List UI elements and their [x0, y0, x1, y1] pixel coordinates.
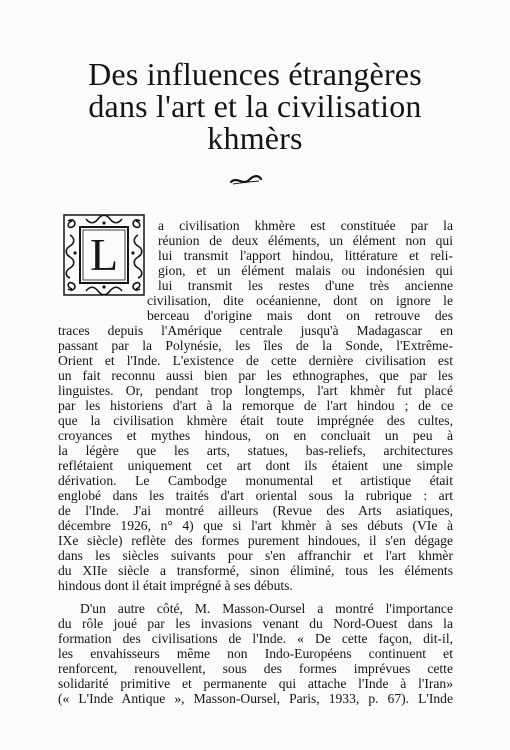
body-line: civilisation, dite océanienne, dont on ignore le	[147, 293, 453, 308]
body-line: du rôle joué par les invasions venant du Nord-Ouest dans la	[58, 616, 453, 631]
body-line: formation des civilisations de l'Inde. « De cette façon, dit-il,	[58, 631, 453, 646]
body-line: dérivation. Le Cambodge monumental et artistique était	[58, 473, 453, 488]
body-line: traces depuis l'Amérique centrale jusqu'à Madagascar en	[58, 323, 453, 338]
body-line: gion, et un élément malais ou indonésien qui	[158, 263, 453, 278]
body-line: reflétaient uniquement cet art dont ils étaient une simple	[58, 458, 453, 473]
body-line: hindous dont il était imprégné à ses débuts.	[58, 578, 293, 593]
body-line: réunion de deux éléments, un élément non qui	[158, 233, 453, 248]
body-line: (« L'Inde Antique », Masson-Oursel, Paris, 1933, p. 67). L'Inde	[58, 691, 453, 706]
body-line: a civilisation khmère est constituée par la	[158, 218, 453, 233]
body-line: D'un autre côté, M. Masson-Oursel a montré l'importance	[80, 601, 453, 616]
body-line: linguistes. Or, pendant trop longtemps, l'art khmèr fut placé	[58, 383, 453, 398]
body-line: renforcent, renouvellent, sous des formes imprévues cette	[58, 661, 453, 676]
body-line: du XIIe siècle a transformé, sinon éliminé, tous les éléments	[58, 563, 453, 578]
body-line: berceau d'origine mais dont on retrouve des	[147, 308, 453, 323]
body-line: englobé dans les traités d'art oriental sous la rubrique : art	[58, 488, 453, 503]
body-line: la légère que les arts, statues, bas-reliefs, architectures	[58, 443, 453, 458]
drop-cap-letter: L	[89, 229, 119, 280]
title-line-1: Des influences étrangères	[88, 56, 422, 92]
body-line: lui transmit l'apport hindou, littérature et reli-	[158, 248, 453, 263]
body-line: par les historiens d'art à la remorque de l'art hindou ; de ce	[58, 398, 453, 413]
body-line: lui transmit les restes d'une très ancienne	[158, 278, 453, 293]
body-line: dans les siècles suivants pour s'en affranchir et l'art khmèr	[58, 548, 453, 563]
body-line: de l'Inde. J'ai montré ailleurs (Revue des Arts asiatiques,	[58, 503, 453, 518]
body-line: solidarité primitive et permanente qui attache l'Inde à l'Iran»	[58, 676, 453, 691]
body-line: les envahisseurs même non Indo-Européens continuent et	[58, 646, 453, 661]
body-line: Orient et l'Inde. L'existence de cette dernière civilisation est	[58, 353, 453, 368]
body-line: IXe siècle) reflète des formes purement hindoues, il s'en dégage	[58, 533, 453, 548]
body-line: décembre 1926, n° 4) que si l'art khmèr à ses débuts (VIe à	[58, 518, 453, 533]
body-line: un fait reconnu aussi bien par les ethnographes, que par les	[58, 368, 453, 383]
body-line: que la civilisation khmère était toute imprégnée des cultes,	[58, 413, 453, 428]
body-line: croyances et mythes hindous, on en concluait un peu à	[58, 428, 453, 443]
title-line-3: khmèrs	[207, 120, 303, 156]
title-line-2: dans l'art et la civilisation	[88, 88, 422, 124]
body-line: passant par la Polynésie, les îles de la Sonde, l'Extrême-	[58, 338, 453, 353]
